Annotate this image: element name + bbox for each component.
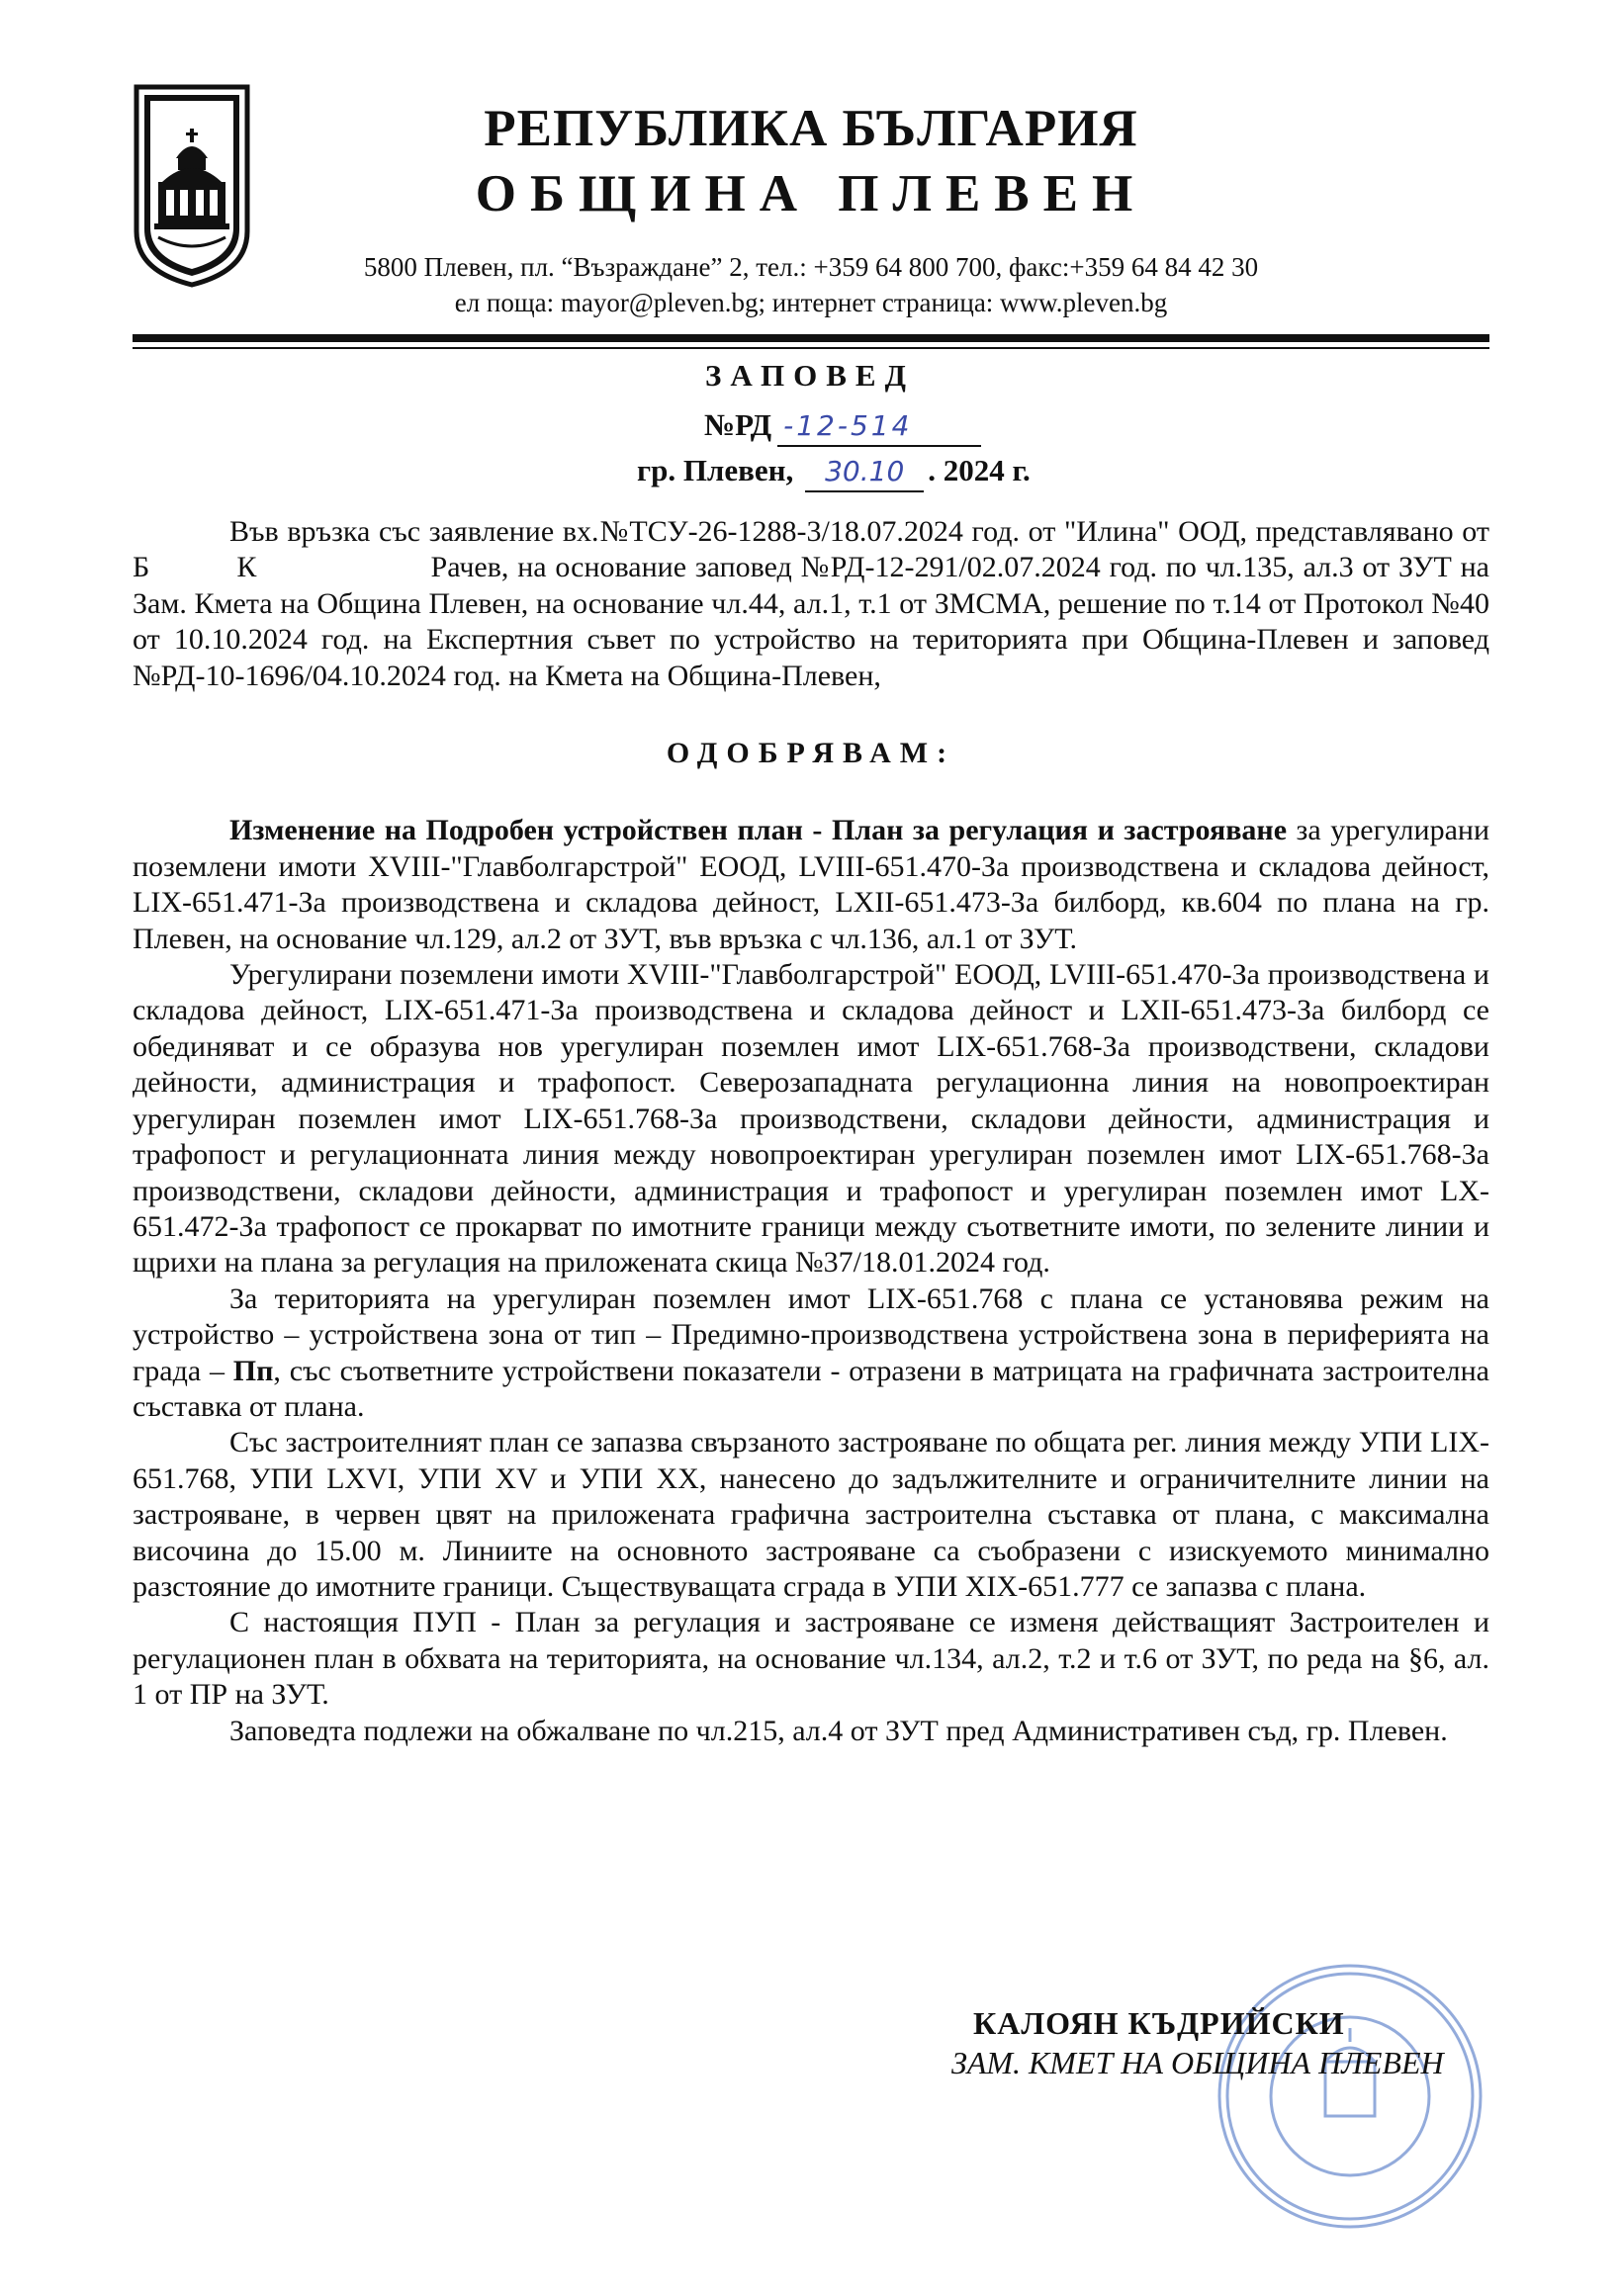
paragraph-3-a: За територията на урегулиран поземлен имот LIX-651.768 с плана се установява режим на устройство – устройствена зона от тип – Предимно-производствена устройствена зона в периферията на града – — [133, 1281, 1489, 1387]
order-number-prefix: №РД — [704, 407, 772, 442]
approve-heading: ОДОБРЯВАМ: — [666, 737, 956, 770]
intro-paragraph: Във връзка със заявление вх.№ТСУ-26-1288-3/18.07.2024 год. от "Илина" ООД, представлявано от Б К Рачев, на основание заповед №РД-12-291/02.07.2024 год. по чл.135, ал.3 от ЗУТ на Зам. Кмета на Община Плевен, на основание чл.44, ал.1, т.1 от ЗМСМА, решение по т.14 от Протокол №40 от 10.10.2024 год. на Експертния съвет по устройство на територията при Община-Плевен и заповед №РД-10-1696/04.10.2024 год. на Кмета на Община-Плевен, — [133, 515, 1497, 692]
order-place: гр. Плевен, — [637, 453, 794, 487]
signatory-title: ЗАМ. КМЕТ НА ОБЩИНА ПЛЕВЕН — [951, 2045, 1444, 2080]
paragraph-1-rest: за урегулирани поземлени имоти XVIII-"Главболгарстрой" ЕООД, LVIII-651.470-За производствена и складова дейност, LIX-651.471-За производствена и складова дейност, LXII-651.473-За билборд, кв.604 по плана на гр. Плевен, на основание чл.129, ал.2 от ЗУТ, във връзка с чл.136, ал.1 от ЗУТ. — [133, 814, 1490, 955]
coat-of-arms-icon — [133, 83, 251, 289]
order-date — [637, 453, 1031, 492]
order-year: . 2024 г. — [928, 453, 1031, 487]
header-rule-thin — [133, 347, 1489, 349]
signatory-name: КАЛОЯН КЪДРИЙСКИ — [973, 2005, 1345, 2041]
order-title: ЗАПОВЕД — [705, 358, 915, 393]
paragraph-5: С настоящия ПУП - План за регулация и застрояване се изменя действащият Застроителен и регулационен план в обхвата на територията, на основание чл.134, ал.2, т.2 и т.6 от ЗУТ, по реда на §6, ал. 1 от ПР на ЗУТ. — [133, 1606, 1489, 1712]
order-number — [704, 407, 981, 447]
header-rule-thick — [133, 334, 1489, 342]
municipality-title: ОБЩИНА ПЛЕВЕН — [475, 165, 1147, 222]
paragraph-3 — [133, 1281, 1489, 1426]
paragraph-1 — [133, 813, 1489, 957]
paragraph-3-b: , със съответните устройствени показатели - отразени в матрицата на графичната застроителна съставка от плана. — [133, 1354, 1489, 1423]
order-body — [133, 514, 1497, 1749]
paragraph-4: Със застроителният план се запазва свързаното застрояване по общата рег. линия между УПИ LIX-651.768, УПИ LXVI, УПИ XV и УПИ XX, нанесено до задължителните и ограничителните линии на застрояване, в червен цвят на приложената графична застроителна съставка от плана, с максимална височина до 15.00 м. Линиите на основното застрояване са съобразени с изискуемото минимално разстояние до имотните граници. Съществуващата сграда в УПИ XIX-651.777 се запазва с плана. — [133, 1426, 1489, 1603]
paragraph-2: Урегулирани поземлени имоти XVIII-"Главболгарстрой" ЕООД, LVIII-651.470-За производствена и складова дейност, LIX-651.471-За производствена и складова дейност и LXII-651.473-За билборд се обединяват и се образува нов урегулиран поземлен имот LIX-651.768-За производствени, складови дейности, администрация и трафопост. Северозападната регулационна линия на новопроектиран урегулиран поземлен имот LIX-651.768-За производствени, складови дейности, администрация и трафопост и регулационната линия между новопроектиран урегулиран поземлен имот LIX-651.768-За производствени, складови дейности, администрация и трафопост и урегулиран поземлен имот LX-651.472-За трафопост се прокарват по имотните граници между съответните имоти, по зелените линии и щрихи на плана за регулация на приложената скица №37/18.01.2024 год. — [133, 958, 1489, 1280]
email-web-line: ел поща: mayor@pleven.bg; интернет страница: www.pleven.bg — [454, 288, 1168, 317]
address-line: 5800 Плевен, пл. “Възраждане” 2, тел.: +359 64 800 700, факс:+359 64 84 42 30 — [363, 252, 1259, 282]
paragraph-3-zone: Пп — [232, 1354, 274, 1387]
republic-title: РЕПУБЛИКА БЪЛГАРИЯ — [484, 100, 1138, 157]
paragraph-1-bold: Изменение на Подробен устройствен план - План за регулация и застрояване — [229, 814, 1288, 847]
official-stamp-icon — [1207, 1953, 1493, 2240]
paragraph-6: Заповедта подлежи на обжалване по чл.215, ал.4 от ЗУТ пред Административен съд, гр. Плевен. — [229, 1714, 1448, 1747]
order-date-handwritten: 30.10 — [805, 457, 924, 492]
order-number-handwritten: -12-514 — [777, 411, 981, 447]
